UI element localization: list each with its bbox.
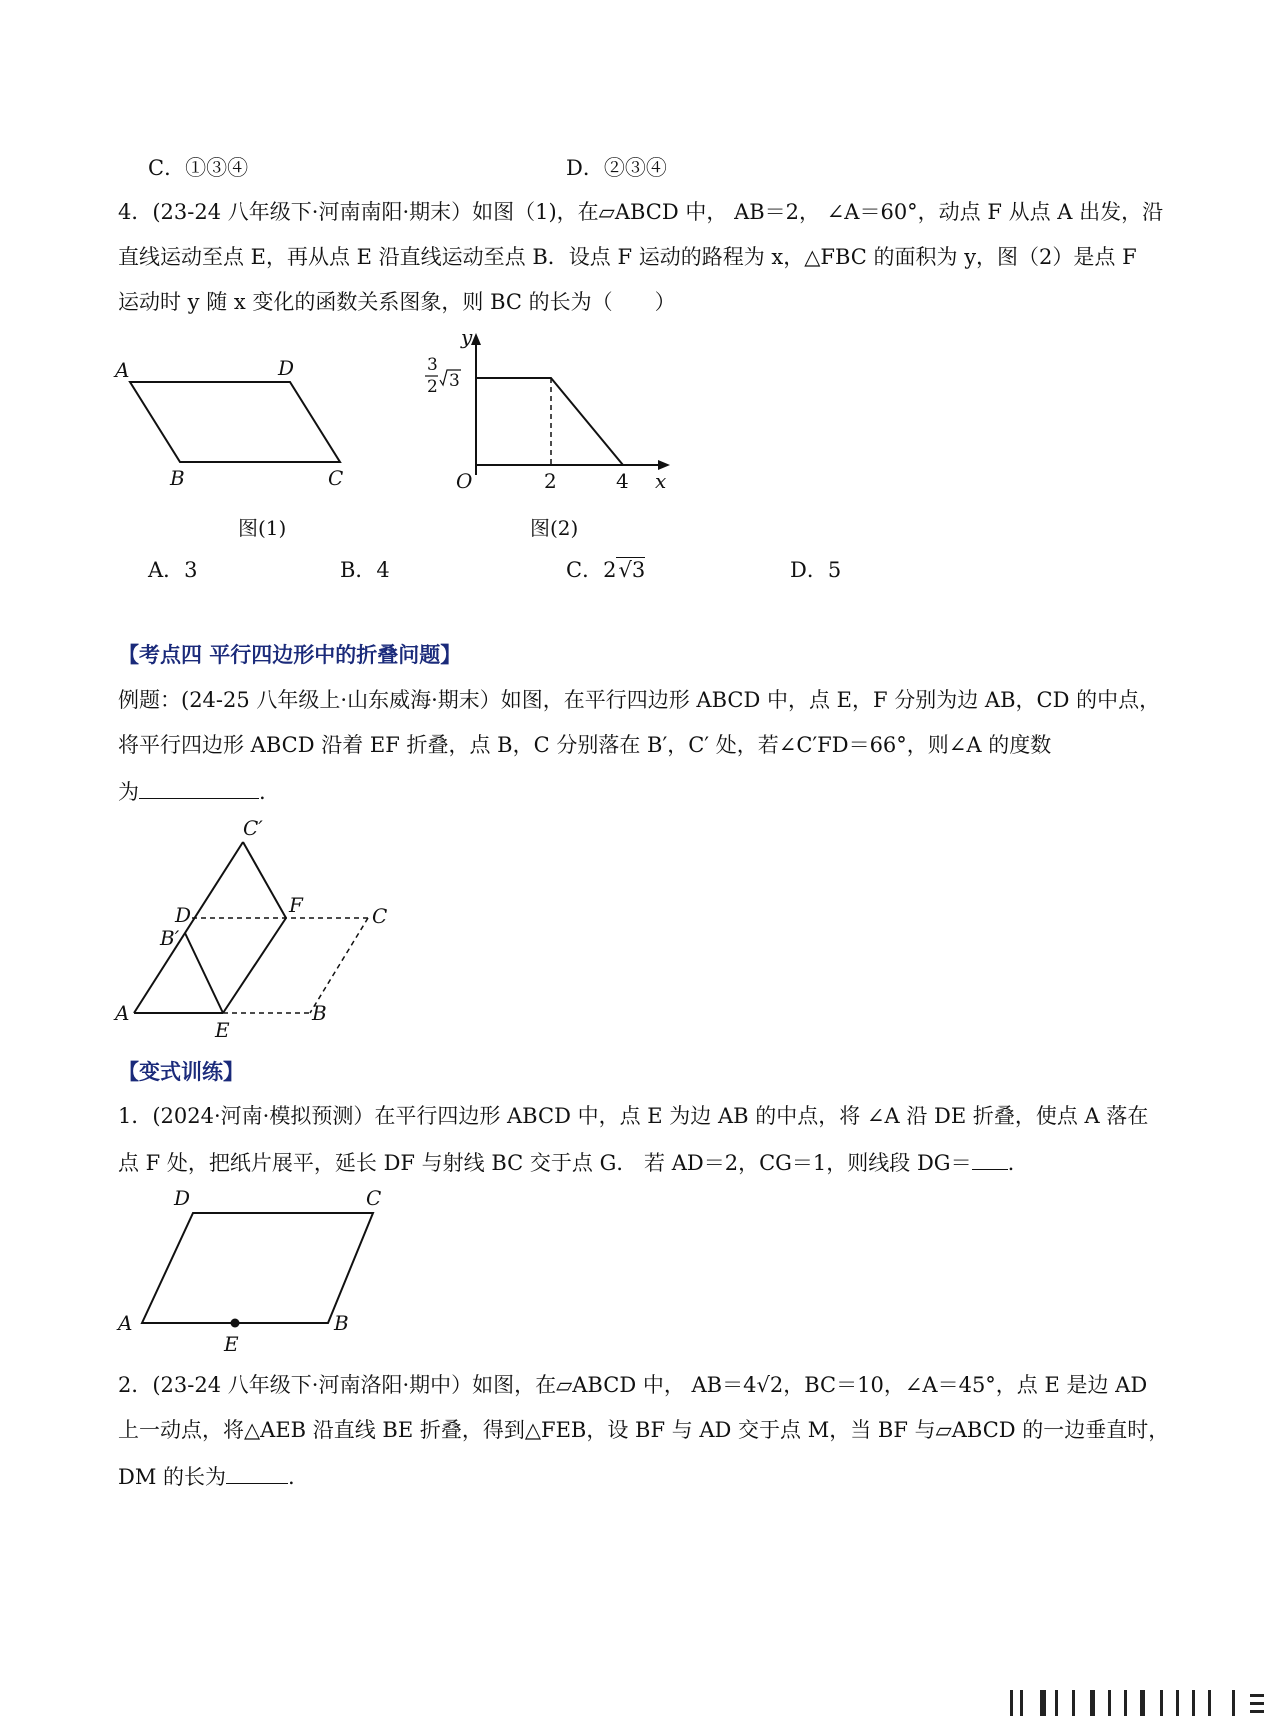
label-a: A — [115, 358, 130, 382]
y-tick-num: 3 — [427, 355, 438, 375]
label-d: D — [175, 903, 192, 927]
label-d: D — [174, 1186, 191, 1210]
label-e: E — [215, 1018, 230, 1042]
q4-line-2: 直线运动至点 E，再从点 E 沿直线运动至点 B．设点 F 运动的路程为 x，△FBC 的面积为 y，图（2）是点 F — [118, 245, 1137, 269]
label-a: A — [118, 1311, 133, 1335]
v1-line-2-text: 点 F 处，把纸片展平，延长 DF 与射线 BC 交于点 G． 若 AD＝2，CG＝1，则线段 DG＝ — [118, 1151, 972, 1175]
x-tick-2: 2 — [544, 469, 557, 493]
q4-option-c-radical: √3 — [618, 558, 646, 582]
segment-a-cprime — [134, 842, 243, 1013]
segment-f-e — [223, 918, 286, 1013]
y-label: y — [461, 330, 473, 349]
q4-option-c-label: C． — [566, 558, 604, 582]
q4-option-c-root: 3 — [631, 558, 646, 582]
label-d: D — [278, 356, 295, 380]
q4-option-a: A．3 — [148, 558, 198, 582]
example-line-3 — [118, 776, 266, 806]
q4-figure-2 — [418, 330, 678, 500]
function-graph — [476, 378, 623, 465]
q4-option-d: D．5 — [790, 558, 842, 582]
label-bprime: B′ — [160, 926, 180, 950]
x-label: x — [655, 469, 667, 493]
label-f: F — [289, 893, 303, 917]
label-b: B — [312, 1001, 327, 1025]
example-line-3-text: 为 — [118, 780, 139, 804]
v2-line-2: 上一动点，将△AEB 沿直线 BE 折叠，得到△FEB，设 BF 与 AD 交于点 M，当 BF 与▱ABCD 的一边垂直时， — [118, 1418, 1170, 1442]
v2-line-1: 2．(23-24 八年级下·河南洛阳·期中）如图，在▱ABCD 中， AB＝4√2，BC＝10，∠A＝45°，点 E 是边 AD — [118, 1373, 1148, 1397]
label-b: B — [334, 1311, 349, 1335]
answer-blank[interactable] — [139, 776, 259, 799]
q4-line-1: 4．(23-24 八年级下·河南南阳·期末）如图（1)，在▱ABCD 中， AB＝2， ∠A＝60°，动点 F 从点 A 出发，沿 — [118, 200, 1164, 224]
label-c: C — [328, 466, 344, 490]
label-cprime: C′ — [243, 816, 263, 840]
q4-option-c-coef: 2 — [603, 558, 617, 582]
parallelogram — [130, 382, 340, 462]
example-line-1: 例题：(24-25 八年级上·山东威海·期末）如图，在平行四边形 ABCD 中，点 E，F 分别为边 AB，CD 的中点， — [118, 688, 1161, 712]
v2-line-3 — [118, 1461, 295, 1491]
label-a: A — [115, 1001, 130, 1025]
v2-line-3-text: DM 的长为 — [118, 1465, 227, 1489]
example-line-2: 将平行四边形 ABCD 沿着 EF 折叠，点 B，C 分别落在 B′，C′ 处，若∠C′FD＝66°，则∠A 的度数 — [118, 733, 1052, 757]
v2-line-3-end: . — [288, 1465, 295, 1489]
barcode-strip-icon — [0, 1680, 1280, 1722]
q4-option-b: B．4 — [340, 558, 390, 582]
label-e: E — [224, 1332, 239, 1355]
q3-option-c: C．①③④ — [148, 156, 249, 180]
v1-figure — [110, 1185, 400, 1355]
q4-figure-1 — [110, 345, 360, 495]
segment-bprime-e — [185, 933, 223, 1013]
dashed-c-b — [310, 918, 368, 1013]
origin-label: O — [456, 469, 473, 493]
v1-line-2-end: . — [1007, 1151, 1015, 1175]
parallelogram — [142, 1213, 373, 1323]
x-tick-4: 4 — [616, 469, 629, 493]
label-c: C — [372, 904, 388, 928]
answer-blank[interactable] — [972, 1147, 1008, 1170]
v1-line-1: 1．(2024·河南·模拟预测）在平行四边形 ABCD 中，点 E 为边 AB 的中点，将 ∠A 沿 DE 折叠，使点 A 落在 — [118, 1104, 1149, 1128]
q4-fig2-caption: 图(2) — [530, 516, 579, 540]
q4-option-c — [566, 556, 645, 584]
y-tick-den: 2 — [427, 377, 438, 397]
q3-option-d: D．②③④ — [566, 156, 667, 180]
label-c: C — [366, 1186, 382, 1210]
segment-cprime-f — [243, 842, 286, 918]
y-axis-arrow — [471, 333, 481, 345]
variant-title: 【变式训练】 — [118, 1060, 244, 1084]
example-line-3-end: . — [259, 780, 266, 804]
answer-blank[interactable] — [226, 1461, 288, 1484]
midpoint-e — [231, 1319, 240, 1328]
label-b: B — [170, 466, 185, 490]
y-tick-root: 3 — [449, 371, 460, 391]
example-figure — [110, 815, 410, 1045]
v1-line-2 — [118, 1147, 1014, 1177]
q4-line-3: 运动时 y 随 x 变化的函数关系图象，则 BC 的长为（ ） — [118, 290, 676, 314]
section-title: 【考点四 平行四边形中的折叠问题】 — [118, 643, 462, 667]
q4-fig1-caption: 图(1) — [238, 516, 287, 540]
